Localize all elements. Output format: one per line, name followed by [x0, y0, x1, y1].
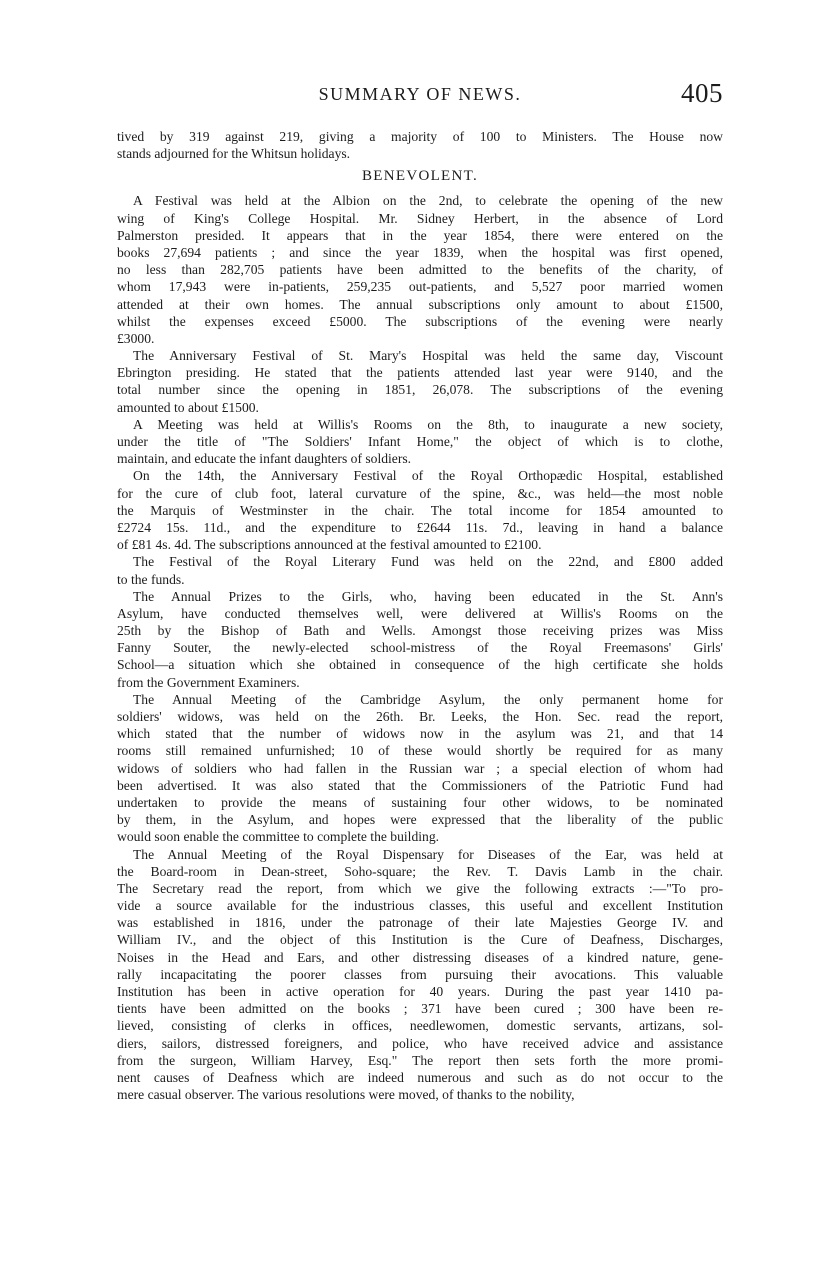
text-line: whilst the expenses exceed £5000. The subscriptions of the evening were nearly — [117, 313, 723, 329]
paragraph — [117, 416, 723, 468]
text-line: wing of King's College Hospital. Mr. Sidney Herbert, in the absence of Lord — [117, 210, 723, 226]
text-line: The Annual Meeting of the Cambridge Asylum, the only permanent home for — [133, 691, 723, 707]
paragraph — [117, 846, 723, 1104]
text-line: The Annual Meeting of the Royal Dispensary for Diseases of the Ear, was held at — [133, 846, 723, 862]
text-line: widows of soldiers who had fallen in the Russian war ; a special election of whom had — [117, 760, 723, 776]
text-line: soldiers' widows, was held on the 26th. Br. Leeks, the Hon. Sec. read the report, — [117, 709, 723, 724]
paragraph — [117, 192, 723, 347]
paragraph — [117, 347, 723, 416]
text-line: the Board-room in Dean-street, Soho-square; the Rev. T. Davis Lamb in the chair. — [117, 863, 723, 879]
paragraph — [117, 553, 723, 587]
text-line: the Marquis of Westminster in the chair. The total income for 1854 amounted to — [117, 502, 723, 518]
text-line: of £81 4s. 4d. The subscriptions announced at the festival amounted to £2100. — [117, 537, 542, 553]
text-line: Ebrington presiding. He stated that the patients attended last year were 9140, and the — [117, 365, 723, 381]
paragraph — [117, 588, 723, 691]
text-line: from the Government Examiners. — [117, 674, 300, 690]
text-line: attended at their own homes. The annual subscriptions only amount to about £1500, — [117, 296, 723, 312]
text-line: The Festival of the Royal Literary Fund was held on the 22nd, and £800 added — [133, 554, 723, 570]
text-line: diers, sailors, distressed foreigners, and police, who have received advice and assistance — [117, 1035, 723, 1051]
text-line: whom 17,943 were in-patients, 259,235 out-patients, and 5,527 poor married women — [117, 279, 723, 295]
text-line: for the cure of club foot, lateral curvature of the spine, &c., was held—the most noble — [117, 485, 723, 501]
paragraph — [117, 467, 723, 553]
text-line: rally incapacitating the poorer classes from pursuing their avocations. This valuable — [117, 966, 723, 982]
text-line: maintain, and educate the infant daughters of soldiers. — [117, 451, 412, 467]
text-line: tients have been admitted on the books ; 371 have been cured ; 300 have been re- — [117, 1001, 723, 1017]
text-line: A Festival was held at the Albion on the 2nd, to celebrate the opening of the new — [133, 193, 723, 209]
text-line: Institution has been in active operation for 40 years. During the past year 1410 pa- — [117, 984, 723, 999]
text-line: £2724 15s. 11d., and the expenditure to £2644 11s. 7d., leaving in hand a balance — [117, 519, 723, 535]
text-line: tived by 319 against 219, giving a majority of 100 to Ministers. The House now — [117, 129, 723, 144]
text-line: Palmerston presided. It appears that in the year 1854, there were entered on the — [117, 227, 723, 243]
page-number: 405 — [681, 78, 723, 108]
paragraph — [117, 691, 723, 846]
text-line: £3000. — [117, 330, 155, 346]
text-line: by them, in the Asylum, and hopes were expressed that the liberality of the public — [117, 812, 723, 828]
text-line: William IV., and the object of this Institution is the Cure of Deafness, Discharges, — [117, 932, 723, 948]
text-line: been advertised. It was also stated that the Commissioners of the Patriotic Fund had — [117, 777, 723, 793]
text-line: Fanny Souter, the newly-elected school-mistress of the Royal Freemasons' Girls' — [117, 640, 723, 656]
page — [117, 78, 723, 1103]
text-line: Noises in the Head and Ears, and other distressing diseases of a kindred nature, gene- — [117, 949, 723, 965]
text-line: rooms still remained unfurnished; 10 of these would shortly be required for as many — [117, 743, 723, 759]
running-title: SUMMARY OF NEWS. — [318, 84, 522, 104]
text-line: vide a source available for the industrious classes, this useful and excellent Institution — [117, 898, 723, 914]
text-line: was established in 1816, under the patronage of their late Majesties George IV. and — [117, 915, 723, 931]
text-line: which stated that the number of widows now in the asylum was 21, and that 14 — [117, 726, 723, 742]
text-line: no less than 282,705 patients have been admitted to the benefits of the charity, of — [117, 262, 723, 278]
text-line: On the 14th, the Anniversary Festival of the Royal Orthopædic Hospital, established — [133, 468, 723, 484]
text-line: 25th by the Bishop of Bath and Wells. Amongst those receiving prizes was Miss — [117, 623, 723, 639]
intro-paragraph — [117, 128, 723, 162]
text-line: The Secretary read the report, from which we give the following extracts :—"To pro- — [117, 880, 723, 896]
text-line: to the funds. — [117, 571, 185, 587]
text-line: from the surgeon, William Harvey, Esq." The report then sets forth the more promi- — [117, 1052, 723, 1068]
text-line: under the title of "The Soldiers' Infant Home," the object of which is to clothe, — [117, 434, 723, 449]
text-line: The Anniversary Festival of St. Mary's Hospital was held the same day, Viscount — [133, 348, 723, 364]
text-line: would soon enable the committee to complete the building. — [117, 829, 440, 845]
text-line: lieved, consisting of clerks in offices, needlewomen, domestic servants, artizans, sol- — [117, 1018, 723, 1034]
section-heading: BENEVOLENT. — [361, 168, 479, 185]
text-line: The Annual Prizes to the Girls, who, having been educated in the St. Ann's — [133, 588, 723, 604]
text-line: stands adjourned for the Whitsun holidays. — [117, 146, 351, 162]
text-line: A Meeting was held at Willis's Rooms on the 8th, to inaugurate a new society, — [133, 416, 723, 432]
article-body — [117, 192, 723, 1103]
text-line: School—a situation which she obtained in consequence of the high certificate she holds — [117, 657, 723, 673]
running-head — [117, 78, 723, 114]
text-line: amounted to about £1500. — [117, 399, 259, 415]
text-line: nent causes of Deafness which are indeed numerous and such as do not occur to the — [117, 1069, 723, 1085]
text-line: total number since the opening in 1851, 26,078. The subscriptions of the evening — [117, 382, 723, 398]
text-line: Asylum, have conducted themselves well, were delivered at Willis's Rooms on the — [117, 605, 723, 621]
text-line: mere casual observer. The various resolutions were moved, of thanks to the nobility, — [117, 1087, 575, 1103]
text-line: undertaken to provide the means of sustaining four other widows, to be nominated — [117, 794, 723, 810]
text-line: books 27,694 patients ; and since the year 1839, when the hospital was first opened, — [117, 244, 723, 260]
